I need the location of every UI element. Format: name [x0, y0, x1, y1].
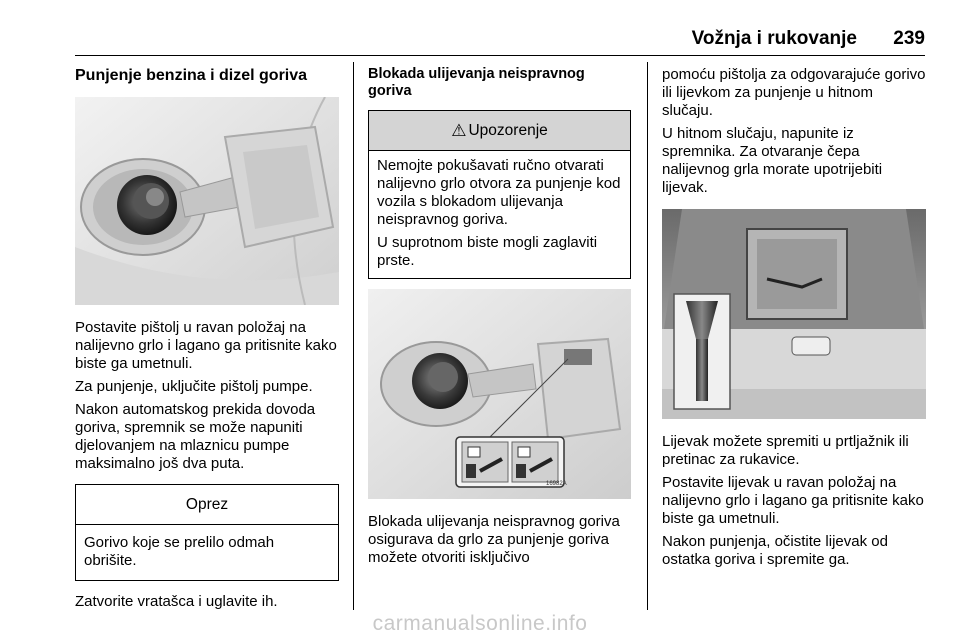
- section-heading-misfuel-inhibitor: Blokada ulijevanja neispravnog goriva: [368, 66, 585, 99]
- caution-box: [75, 484, 339, 581]
- paragraph: pomoću pištolja za odgovarajuće gorivo ili lijevkom za punjenje u hitnom slučaju.: [662, 66, 926, 119]
- paragraph: Blokada ulijevanja neispravnog goriva osigurava da grlo za punjenje goriva možete otvoriti isključivo: [368, 513, 620, 566]
- warning-text: Nemojte pokušavati ručno otvarati nalijevno grlo otvora za punjenje kod vozila s blokadom ulijevanja neispravnog goriva.: [377, 157, 621, 228]
- paragraph: Za punjenje, uključite pištolj pumpe.: [75, 378, 313, 395]
- watermark: carmanualsonline.info: [372, 612, 588, 635]
- paragraph: Postavite pištolj u ravan položaj na nalijevno grlo i lagano ga pritisnite kako biste ga umetnuli.: [75, 319, 337, 372]
- warning-triangle-icon: ⚠: [451, 120, 467, 140]
- paragraph-close-flap: Zatvorite vratašca i uglavite ih.: [75, 593, 278, 610]
- column-3: [662, 62, 926, 569]
- caution-title: Oprez: [76, 485, 338, 525]
- page-number: 239: [893, 28, 925, 49]
- paragraph: Lijevak možete spremiti u prtljažnik ili pretinac za rukavice.: [662, 433, 909, 468]
- column-2: [368, 62, 631, 567]
- misfuel-inhibitor-photo: [368, 289, 631, 499]
- warning-header: [369, 111, 630, 151]
- warning-box: [368, 110, 631, 279]
- image-code: 16982A: [546, 481, 567, 487]
- paragraph: Nakon punjenja, očistite lijevak od ostatka goriva i spremite ga.: [662, 533, 888, 568]
- page-header: [75, 26, 925, 56]
- warning-text: U suprotnom biste mogli zaglaviti prste.: [377, 234, 598, 269]
- funnel-in-trunk-photo: [662, 209, 926, 419]
- fuel-filler-photo: [75, 97, 339, 305]
- paragraph: U hitnom slučaju, napunite iz spremnika. Za otvaranje čepa nalijevnog grla morate upotrijebiti lijevak.: [662, 125, 883, 196]
- paragraph: Postavite lijevak u ravan položaj na nalijevno grlo i lagano ga pritisnite kako biste ga umetnuli.: [662, 474, 924, 527]
- chapter-title: Vožnja i rukovanje: [691, 28, 857, 49]
- section-heading-refuelling: Punjenje benzina i dizel goriva: [75, 67, 308, 84]
- column-divider-1: [353, 62, 354, 610]
- paragraph: Nakon automatskog prekida dovoda goriva, spremnik se može napuniti djelovanjem na mlaznicu pumpe maksimalno još dva puta.: [75, 401, 316, 472]
- column-divider-2: [647, 62, 648, 610]
- column-1: [75, 62, 339, 611]
- warning-title: Upozorenje: [468, 121, 548, 139]
- caution-text: Gorivo koje se prelilo odmah obrišite.: [84, 534, 275, 569]
